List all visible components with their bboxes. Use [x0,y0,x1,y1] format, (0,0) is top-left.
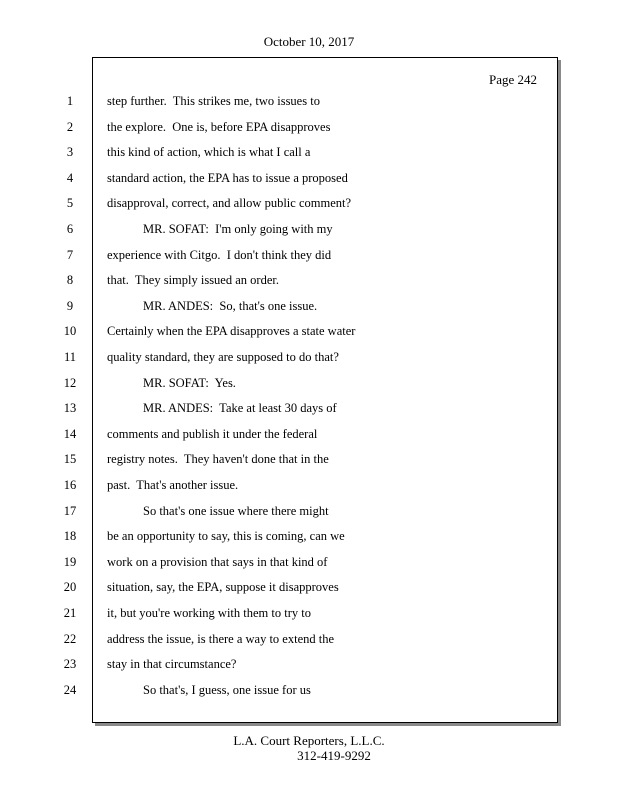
line-number: 15 [63,452,77,466]
line-number: 16 [63,478,77,492]
line-number: 11 [63,350,77,364]
line-number: 4 [66,171,74,185]
line-number: 18 [63,529,77,543]
line-text: MR. ANDES: So, that's one issue. [143,299,318,313]
line-text: Certainly when the EPA disapproves a state water [107,324,356,338]
line-text: address the issue, is there a way to extend the [107,632,335,646]
page-number: Page 242 [488,72,537,87]
line-number: 17 [63,504,77,518]
footer-company: L.A. Court Reporters, L.L.C. [233,733,385,748]
line-number: 5 [66,196,74,210]
line-text: So that's one issue where there might [143,504,329,518]
line-text: the explore. One is, before EPA disapproves [107,120,331,134]
line-text: situation, say, the EPA, suppose it disapproves [107,580,339,594]
line-number: 22 [63,632,77,646]
line-number: 12 [63,376,77,390]
line-text: step further. This strikes me, two issues to [107,94,320,108]
line-text: stay in that circumstance? [107,657,237,671]
line-number: 7 [66,248,74,262]
line-number: 1 [66,94,74,108]
line-text: comments and publish it under the federal [107,427,318,441]
line-number: 14 [63,427,77,441]
line-text: MR. ANDES: Take at least 30 days of [143,401,337,415]
line-number: 20 [63,580,77,594]
line-number: 21 [63,606,77,620]
line-text: work on a provision that says in that kind of [107,555,328,569]
line-text: that. They simply issued an order. [107,273,279,287]
line-number: 9 [66,299,74,313]
line-number: 6 [66,222,74,236]
line-text: this kind of action, which is what I call a [107,145,311,159]
line-number: 2 [66,120,74,134]
line-text: it, but you're working with them to try to [107,606,311,620]
line-text: quality standard, they are supposed to do that? [107,350,339,364]
line-text: So that's, I guess, one issue for us [143,683,311,697]
line-text: standard action, the EPA has to issue a proposed [107,171,348,185]
line-number: 19 [63,555,77,569]
footer-phone: 312-419-9292 [297,748,371,763]
line-text: MR. SOFAT: I'm only going with my [143,222,333,236]
line-number: 10 [63,324,77,338]
line-text: disapproval, correct, and allow public comment? [107,196,352,210]
footer [0,733,618,763]
line-text: be an opportunity to say, this is coming, can we [107,529,345,543]
line-number: 8 [66,273,74,287]
line-text: registry notes. They haven't done that in the [107,452,329,466]
line-text: MR. SOFAT: Yes. [143,376,236,390]
header-date: October 10, 2017 [263,34,355,49]
line-text: experience with Citgo. I don't think they did [107,248,332,262]
line-text: past. That's another issue. [107,478,239,492]
line-number: 24 [63,683,77,697]
line-number: 23 [63,657,77,671]
line-number: 3 [66,145,74,159]
line-number: 13 [63,401,77,415]
